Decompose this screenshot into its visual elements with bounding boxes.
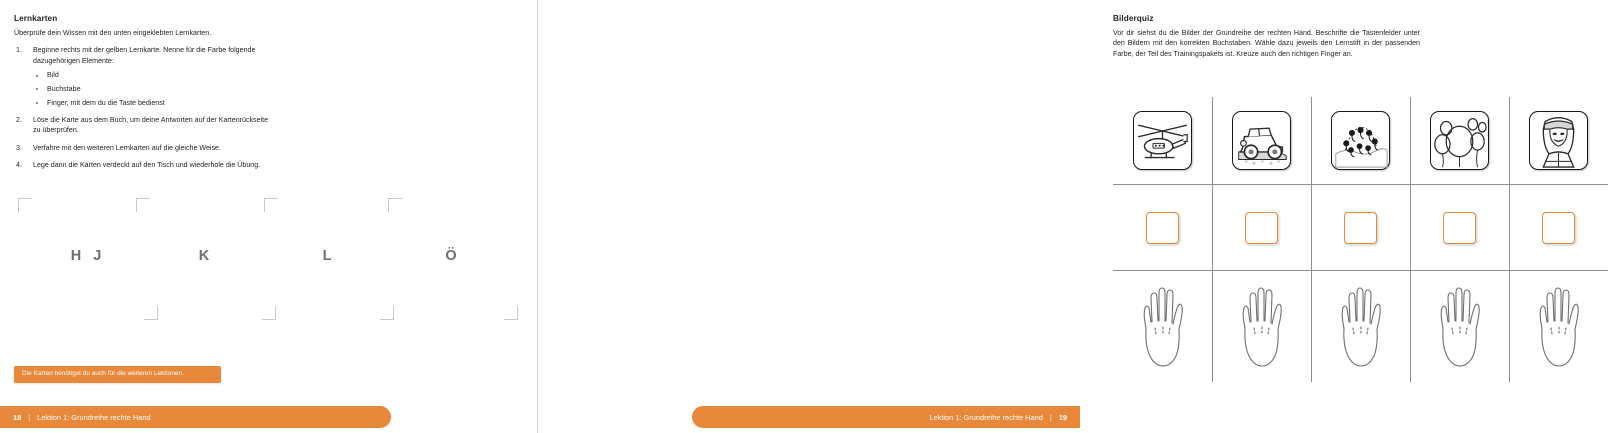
- right-page: [538, 0, 1420, 433]
- crop-mark-icon: [136, 198, 150, 212]
- footer-label: Lektion 1: Grundreihe rechte Hand: [929, 412, 1043, 422]
- left-page-footer: [0, 406, 391, 428]
- jeep-icon: [1232, 111, 1291, 170]
- quiz-hand-cell: [1311, 271, 1410, 382]
- answer-input-box[interactable]: [1443, 212, 1476, 244]
- quiz-picture-cell: [1410, 97, 1509, 184]
- flashcard-letters: Ö: [445, 248, 461, 264]
- footer-label: Lektion 1: Grundreihe rechte Hand: [37, 412, 151, 422]
- quiz-answer-cell: [1212, 185, 1311, 270]
- instruction-list: [14, 45, 276, 170]
- quiz-hand-cell: [1509, 271, 1608, 382]
- left-page-lead: Überprüfe dein Wissen mit den unten eingeklebten Lernkarten.: [14, 28, 212, 37]
- page-number: 18: [13, 412, 22, 422]
- right-hand-icon[interactable]: [1237, 284, 1287, 370]
- page-number: 19: [1058, 412, 1067, 422]
- answer-input-box[interactable]: [1146, 212, 1179, 244]
- flashcard-slot[interactable]: [264, 198, 394, 320]
- quiz-column: [1311, 97, 1410, 382]
- left-page-heading: Lernkarten: [14, 14, 58, 23]
- quiz-hand-cell: [1113, 271, 1212, 382]
- instruction-item: [14, 143, 276, 154]
- man-icon: [1529, 111, 1588, 170]
- ladybugs-icon: [1331, 111, 1390, 170]
- flashcard-placeholder-area: [0, 198, 538, 320]
- right-page-heading: Bilderquiz: [1113, 14, 1154, 23]
- info-note: [14, 366, 221, 383]
- instruction-number: 4.: [16, 160, 22, 169]
- quiz-grid: [1113, 97, 1608, 382]
- quiz-hand-cell: [1410, 271, 1509, 382]
- quiz-answer-cell: [1509, 185, 1608, 270]
- crop-mark-icon: [264, 198, 278, 212]
- right-page-footer: [692, 406, 1080, 428]
- footer-separator: |: [28, 412, 31, 422]
- answer-input-box[interactable]: [1344, 212, 1377, 244]
- quiz-hand-cell: [1212, 271, 1311, 382]
- crop-mark-icon: [504, 306, 518, 320]
- flashcard-letters: H J: [70, 248, 106, 264]
- quiz-column: [1212, 97, 1311, 382]
- instruction-number: 3.: [16, 143, 22, 152]
- quiz-answer-cell: [1113, 185, 1212, 270]
- sub-item: Bild: [33, 70, 276, 80]
- quiz-column: [1509, 97, 1608, 382]
- quiz-picture-cell: [1311, 97, 1410, 184]
- flashcard-slot[interactable]: [136, 198, 276, 320]
- answer-input-box[interactable]: [1245, 212, 1278, 244]
- instruction-text: Lege dann die Karten verdeckt auf den Tisch und wiederhole die Übung.: [33, 160, 261, 169]
- instruction-text: Beginne rechts mit der gelben Lernkarte. Nenne für die Farbe folgende dazugehörigen Elemente:: [33, 46, 256, 65]
- flashcard-slot[interactable]: [388, 198, 518, 320]
- right-hand-icon[interactable]: [1138, 284, 1188, 370]
- instruction-item: [14, 160, 276, 171]
- quiz-picture-cell: [1212, 97, 1311, 184]
- balloons-icon: [1430, 111, 1489, 170]
- instruction-text: Löse die Karte aus dem Buch, um deine Antworten auf der Kartenrückseite zu überprüfen.: [33, 115, 269, 135]
- right-hand-icon[interactable]: [1435, 284, 1485, 370]
- instruction-number: 2.: [16, 115, 22, 124]
- footer-separator: |: [1049, 412, 1052, 422]
- flashcard-letters: L: [322, 248, 336, 264]
- instruction-item: [14, 45, 276, 108]
- crop-mark-icon: [18, 198, 32, 212]
- right-hand-icon[interactable]: [1534, 284, 1584, 370]
- instruction-sublist: [33, 70, 276, 108]
- helicopter-icon: [1133, 111, 1192, 170]
- right-text-column: [1113, 14, 1420, 59]
- sub-item: Finger, mit dem du die Taste bedienst: [33, 98, 276, 108]
- instruction-text: Verfahre mit den weiteren Lernkarten auf die gleiche Weise.: [33, 143, 221, 152]
- flashcard-letters: K: [198, 248, 214, 264]
- instruction-item: [14, 115, 276, 136]
- crop-mark-icon: [388, 198, 402, 212]
- left-text-column: [14, 14, 276, 177]
- info-note-text: Die Karten benötigst du auch für die weiteren Lektionen.: [22, 370, 184, 378]
- right-page-lead: Vor dir siehst du die Bilder der Grundreihe der rechten Hand. Beschrifte die Tastenfelder unter den Bildern mit den korrekten Buchstaben. Wähle dazu jeweils den Lernstift in der passenden Farbe, der Teil des Trainingspakets ist. Kreuze auch den richtigen Finger an.: [1113, 28, 1420, 58]
- quiz-picture-cell: [1113, 97, 1212, 184]
- quiz-column: [1410, 97, 1509, 382]
- left-page: [0, 0, 538, 433]
- quiz-picture-cell: [1509, 97, 1608, 184]
- answer-input-box[interactable]: [1542, 212, 1575, 244]
- quiz-answer-cell: [1410, 185, 1509, 270]
- quiz-column: [1113, 97, 1212, 382]
- instruction-number: 1.: [16, 46, 22, 55]
- right-hand-icon[interactable]: [1336, 284, 1386, 370]
- sub-item: Buchstabe: [33, 84, 276, 94]
- quiz-answer-cell: [1311, 185, 1410, 270]
